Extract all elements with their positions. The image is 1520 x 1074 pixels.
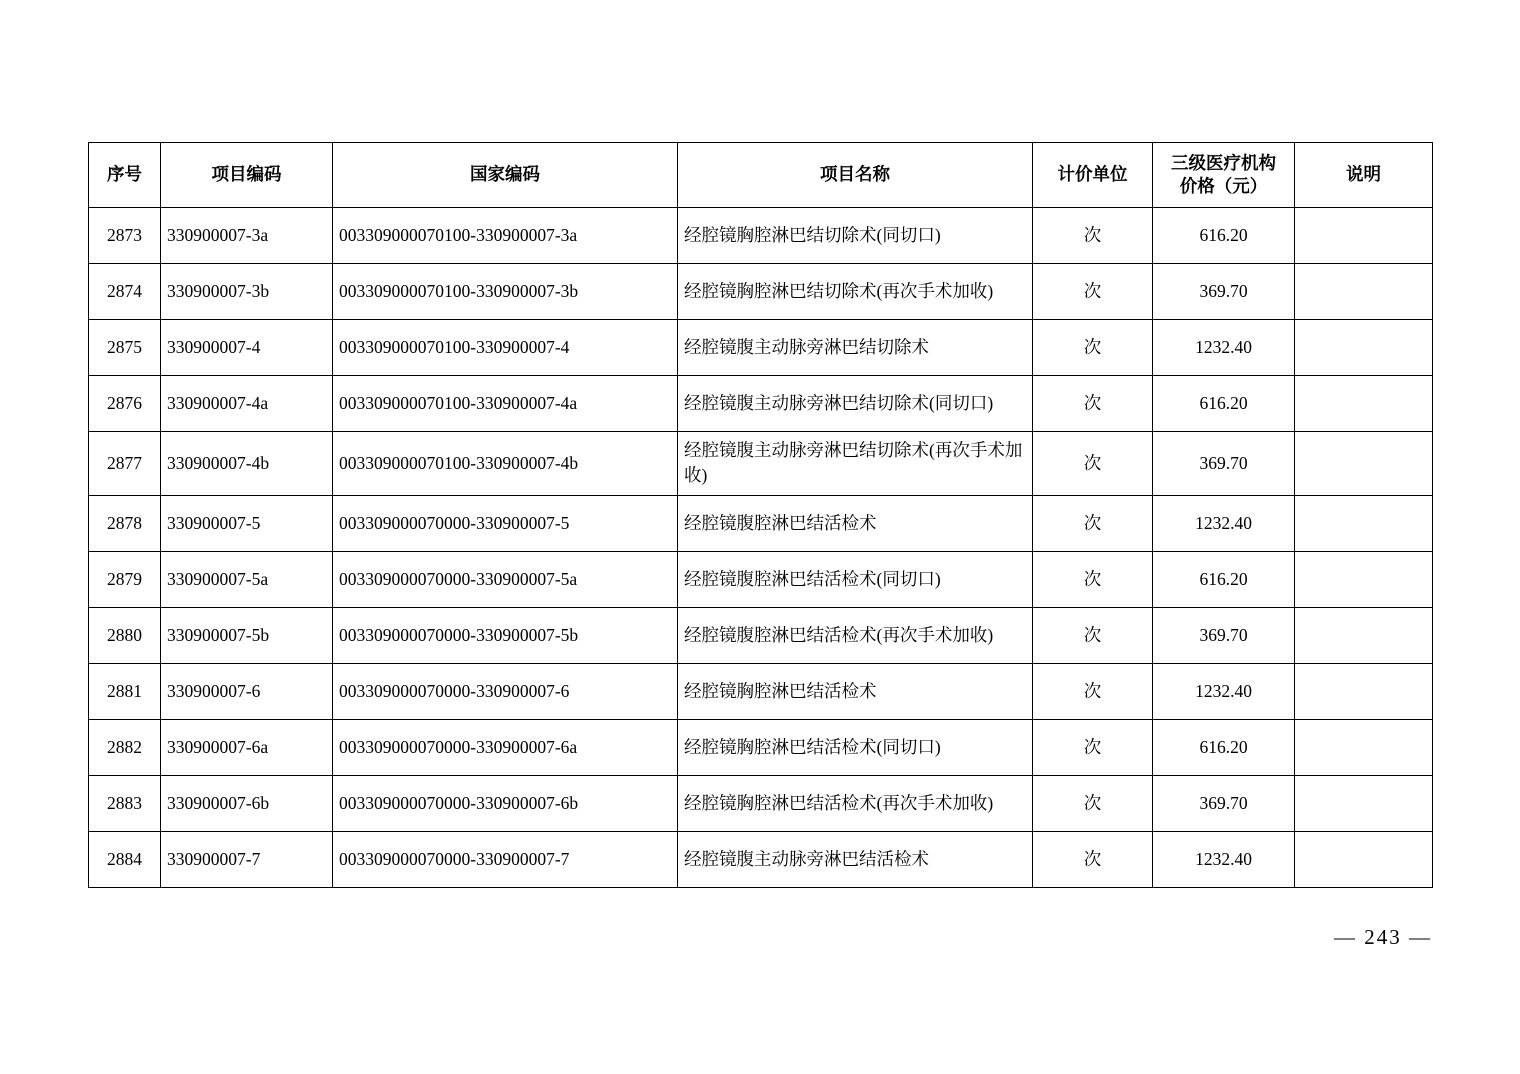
table-body	[89, 208, 1433, 888]
cell-national-code: 003309000070100-330900007-4b	[333, 432, 678, 496]
cell-unit: 次	[1033, 432, 1153, 496]
cell-unit: 次	[1033, 775, 1153, 831]
cell-name: 经腔镜腹腔淋巴结活检术(再次手术加收)	[678, 607, 1033, 663]
cell-name: 经腔镜腹主动脉旁淋巴结活检术	[678, 831, 1033, 887]
table-row	[89, 551, 1433, 607]
table-row	[89, 264, 1433, 320]
cell-price: 616.20	[1153, 551, 1295, 607]
cell-price: 369.70	[1153, 607, 1295, 663]
cell-national-code: 003309000070000-330900007-5a	[333, 551, 678, 607]
cell-seq: 2881	[89, 663, 161, 719]
column-header-seq: 序号	[89, 143, 161, 208]
cell-name: 经腔镜胸腔淋巴结活检术(同切口)	[678, 719, 1033, 775]
cell-name: 经腔镜腹主动脉旁淋巴结切除术	[678, 320, 1033, 376]
cell-code: 330900007-6	[161, 663, 333, 719]
cell-national-code: 003309000070100-330900007-3b	[333, 264, 678, 320]
cell-seq: 2883	[89, 775, 161, 831]
cell-note	[1295, 208, 1433, 264]
cell-name: 经腔镜腹主动脉旁淋巴结切除术(同切口)	[678, 376, 1033, 432]
cell-note	[1295, 264, 1433, 320]
cell-unit: 次	[1033, 495, 1153, 551]
cell-price: 1232.40	[1153, 663, 1295, 719]
cell-note	[1295, 607, 1433, 663]
cell-national-code: 003309000070000-330900007-6b	[333, 775, 678, 831]
table-row	[89, 320, 1433, 376]
column-header-national-code: 国家编码	[333, 143, 678, 208]
column-header-unit: 计价单位	[1033, 143, 1153, 208]
cell-code: 330900007-6b	[161, 775, 333, 831]
table-row	[89, 495, 1433, 551]
table-row	[89, 663, 1433, 719]
cell-note	[1295, 775, 1433, 831]
cell-code: 330900007-5b	[161, 607, 333, 663]
price-table-container	[88, 142, 1432, 888]
cell-code: 330900007-5	[161, 495, 333, 551]
cell-national-code: 003309000070100-330900007-4	[333, 320, 678, 376]
cell-name: 经腔镜腹主动脉旁淋巴结切除术(再次手术加收)	[678, 432, 1033, 496]
cell-note	[1295, 432, 1433, 496]
cell-price: 369.70	[1153, 264, 1295, 320]
cell-name: 经腔镜腹腔淋巴结活检术	[678, 495, 1033, 551]
cell-price: 1232.40	[1153, 320, 1295, 376]
cell-code: 330900007-6a	[161, 719, 333, 775]
cell-code: 330900007-4	[161, 320, 333, 376]
cell-name: 经腔镜胸腔淋巴结切除术(再次手术加收)	[678, 264, 1033, 320]
cell-national-code: 003309000070000-330900007-5	[333, 495, 678, 551]
cell-code: 330900007-3b	[161, 264, 333, 320]
column-header-price	[1153, 143, 1295, 208]
table-row	[89, 432, 1433, 496]
cell-price: 369.70	[1153, 432, 1295, 496]
cell-unit: 次	[1033, 719, 1153, 775]
cell-unit: 次	[1033, 663, 1153, 719]
cell-name: 经腔镜胸腔淋巴结切除术(同切口)	[678, 208, 1033, 264]
cell-note	[1295, 376, 1433, 432]
medical-price-table	[88, 142, 1433, 888]
cell-national-code: 003309000070000-330900007-5b	[333, 607, 678, 663]
column-header-price-line2: 价格（元）	[1179, 176, 1268, 196]
cell-national-code: 003309000070000-330900007-7	[333, 831, 678, 887]
cell-price: 1232.40	[1153, 831, 1295, 887]
cell-name: 经腔镜胸腔淋巴结活检术(再次手术加收)	[678, 775, 1033, 831]
cell-seq: 2878	[89, 495, 161, 551]
cell-unit: 次	[1033, 831, 1153, 887]
cell-seq: 2884	[89, 831, 161, 887]
cell-seq: 2880	[89, 607, 161, 663]
cell-code: 330900007-7	[161, 831, 333, 887]
cell-seq: 2879	[89, 551, 161, 607]
cell-national-code: 003309000070100-330900007-3a	[333, 208, 678, 264]
cell-name: 经腔镜胸腔淋巴结活检术	[678, 663, 1033, 719]
table-header	[89, 143, 1433, 208]
cell-name: 经腔镜腹腔淋巴结活检术(同切口)	[678, 551, 1033, 607]
cell-price: 616.20	[1153, 719, 1295, 775]
cell-note	[1295, 551, 1433, 607]
table-row	[89, 775, 1433, 831]
cell-seq: 2874	[89, 264, 161, 320]
cell-unit: 次	[1033, 376, 1153, 432]
cell-seq: 2882	[89, 719, 161, 775]
page-number: — 243 —	[1334, 925, 1432, 949]
cell-unit: 次	[1033, 320, 1153, 376]
cell-code: 330900007-4b	[161, 432, 333, 496]
cell-price: 369.70	[1153, 775, 1295, 831]
column-header-name: 项目名称	[678, 143, 1033, 208]
table-row	[89, 376, 1433, 432]
cell-note	[1295, 719, 1433, 775]
table-row	[89, 831, 1433, 887]
cell-unit: 次	[1033, 551, 1153, 607]
cell-unit: 次	[1033, 607, 1153, 663]
table-row	[89, 208, 1433, 264]
cell-national-code: 003309000070000-330900007-6a	[333, 719, 678, 775]
cell-code: 330900007-4a	[161, 376, 333, 432]
cell-code: 330900007-3a	[161, 208, 333, 264]
cell-note	[1295, 831, 1433, 887]
table-header-row	[89, 143, 1433, 208]
cell-seq: 2877	[89, 432, 161, 496]
cell-note	[1295, 320, 1433, 376]
table-row	[89, 719, 1433, 775]
cell-seq: 2876	[89, 376, 161, 432]
cell-unit: 次	[1033, 264, 1153, 320]
cell-price: 1232.40	[1153, 495, 1295, 551]
cell-unit: 次	[1033, 208, 1153, 264]
cell-national-code: 003309000070100-330900007-4a	[333, 376, 678, 432]
cell-price: 616.20	[1153, 376, 1295, 432]
column-header-note: 说明	[1295, 143, 1433, 208]
cell-seq: 2873	[89, 208, 161, 264]
cell-note	[1295, 663, 1433, 719]
cell-note	[1295, 495, 1433, 551]
column-header-price-line1: 三级医疗机构	[1171, 153, 1276, 174]
cell-price: 616.20	[1153, 208, 1295, 264]
column-header-code: 项目编码	[161, 143, 333, 208]
cell-seq: 2875	[89, 320, 161, 376]
cell-code: 330900007-5a	[161, 551, 333, 607]
cell-national-code: 003309000070000-330900007-6	[333, 663, 678, 719]
table-row	[89, 607, 1433, 663]
